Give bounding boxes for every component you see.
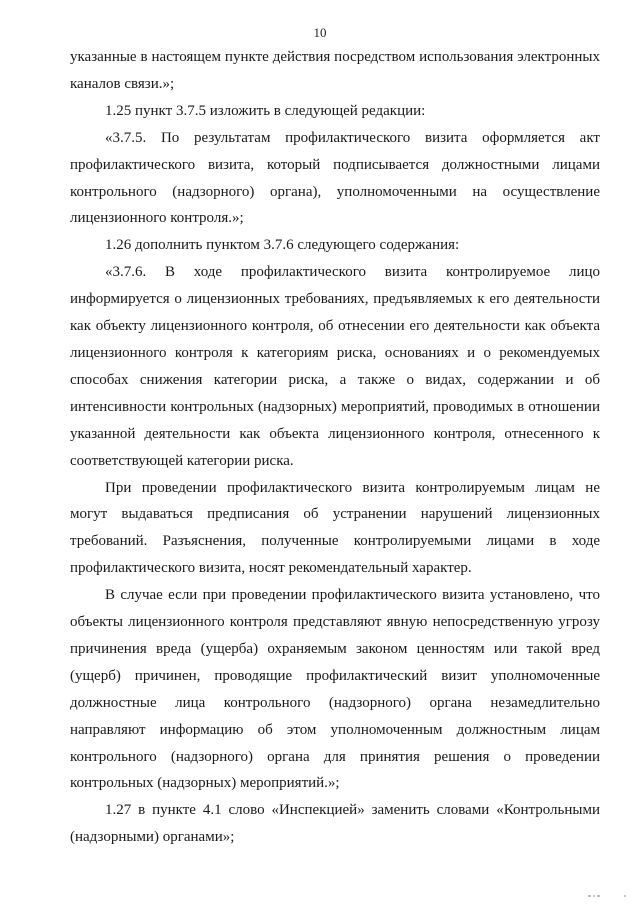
scan-footer-mark (588, 893, 628, 901)
paragraph-clause-3-7-5: «3.7.5. По результатам профилактического визита оформляется акт профилактического визита, который подписывается должностными лицами контрольного (надзорного) органа), уполномоченными на осуществление лицензионного контроля.»; (70, 129, 600, 227)
page-number: 10 (313, 25, 327, 40)
paragraph-clause-3-7-6: «3.7.6. В ходе профилактического визита контролируемое лицо информируется о лицензионных требованиях, предъявляемых к его деятельности как объекту лицензионного контроля, об отнесении его деятельности как объекта лицензионного контроля к категориям риска, основаниях и о рекомендуемых способах снижения категории риска, а также о видах, содержании и об интенсивности контрольных (надзорных) мероприятий, проводимых в отношении указанной деятельности как объекта лицензионного контроля, отнесенного к соответствующей категории риска. (70, 264, 600, 469)
paragraph-item-1-27: 1.27 в пункте 4.1 слово «Инспекцией» заменить словами «Контрольными (надзорными) органами»; (70, 802, 600, 846)
paragraph-threat-case: В случае если при проведении профилактического визита установлено, что объекты лицензионного контроля представляют явную непосредственную угрозу причинения вреда (ущерба) охраняемым законом ценностям или такой вред (ущерб) причинен, проводящие профилактический визит уполномоченные должностные лица контрольного (надзорного) органа незамедлительно направляют информацию об этом уполномоченным должностным лицам контрольного (надзорного) органа для принятия решения о проведении контрольных (надзорных) мероприятий.»; (70, 587, 600, 792)
paragraph-no-prescriptions: При проведении профилактического визита контролируемым лицам не могут выдаваться предписания об устранении нарушений лицензионных требований. Разъяснения, полученные контролируемыми лицами в ходе профилактического визита, носят рекомендательный характер. (70, 479, 600, 577)
document-body (70, 44, 600, 851)
paragraph-item-1-26: 1.26 дополнить пунктом 3.7.6 следующего содержания: (105, 237, 460, 254)
paragraph-item-1-25: 1.25 пункт 3.7.5 изложить в следующей редакции: (105, 102, 426, 119)
paragraph-continuation: указанные в настоящем пункте действия посредством использования электронных каналов связи.»; (70, 49, 600, 92)
